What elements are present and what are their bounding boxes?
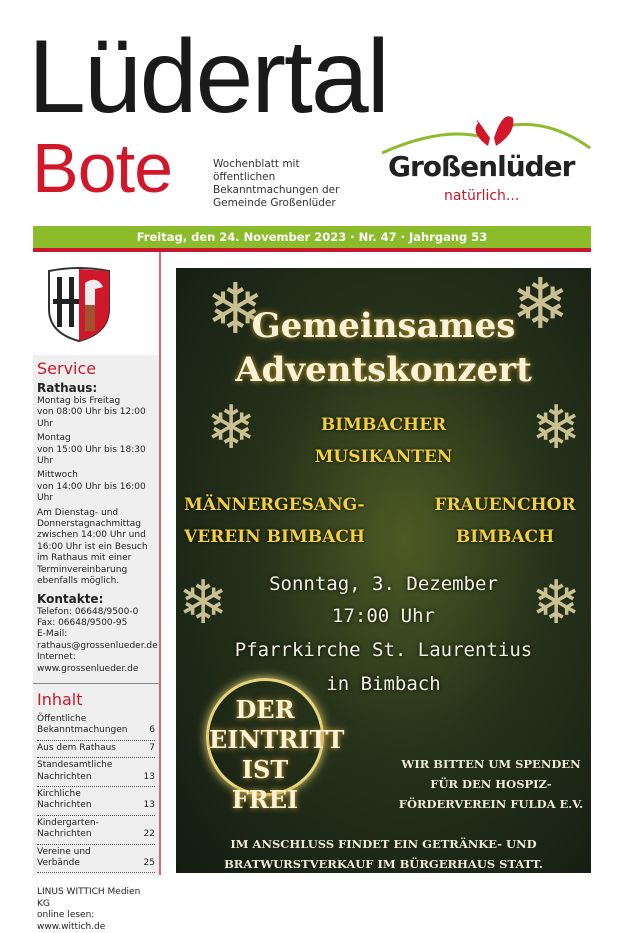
event-date: Sonntag, 3. Dezember (269, 573, 498, 595)
toc-page: 6 (149, 725, 155, 736)
municipality-logo-slogan: natürlich... (444, 188, 520, 204)
performer: BIMBACHER (320, 415, 447, 435)
donation-text: WIR BITTEN UM SPENDEN (401, 757, 581, 771)
publisher: LINUS WITTICH Medien KG (37, 887, 141, 909)
tagline: Wochenblatt mit öffentlichen Bekanntmachungen der Gemeinde Großenlüder (213, 158, 340, 209)
toc-page: 7 (149, 742, 155, 753)
contacts-heading: Kontakte: (37, 591, 104, 606)
fax: Fax: 06648/9500-95 (37, 617, 128, 628)
poster-footer: BRATWURSTVERKAUF IM BÜRGERHAUS STATT. (224, 857, 543, 871)
performer: FRAUENCHOR (434, 495, 576, 515)
free-entry-text: DER (235, 695, 295, 724)
website-link[interactable]: www.grossenlueder.de (37, 663, 139, 674)
toc-label: Standesamtliche Nachrichten (37, 760, 113, 782)
masthead-title: Lüdertal (28, 19, 388, 135)
performer: VEREIN BIMBACH (184, 527, 365, 547)
event-venue: Pfarrkirche St. Laurentius (234, 639, 533, 661)
issue-bar: Freitag, den 24. November 2023 · Nr. 47 · Jahrgang 53 (33, 226, 591, 248)
poster-title: Gemeinsames (251, 306, 516, 346)
snowflake-icon: ❄ (178, 568, 229, 638)
divider (33, 248, 591, 252)
hours-line: Montag bis Freitag (37, 396, 121, 406)
phone: Telefon: 06648/9500-0 (37, 606, 139, 617)
event-time: 17:00 Uhr (332, 605, 435, 627)
toc-item[interactable] (37, 758, 155, 787)
rathaus-heading: Rathaus: (37, 381, 98, 395)
toc-item[interactable] (37, 741, 155, 758)
masthead-subtitle: Bote (32, 129, 172, 207)
toc-item[interactable] (37, 787, 155, 816)
coat-of-arms-icon (45, 265, 113, 343)
toc-item[interactable] (37, 845, 155, 874)
internet-label: Internet: (37, 652, 76, 663)
toc-label: Kirchliche Nachrichten (37, 788, 92, 811)
hours-line: von 08:00 Uhr bis 12:00 Uhr (37, 407, 146, 429)
toc-page: 13 (143, 800, 155, 811)
concert-poster (176, 268, 591, 873)
municipality-logo-name: Großenlüder (388, 150, 575, 183)
snowflake-icon: ❄ (511, 268, 570, 345)
snowflake-icon: ❄ (531, 393, 582, 463)
online-link[interactable]: online lesen: www.wittich.de (37, 910, 106, 932)
divider (159, 252, 161, 875)
appointment-note: Am Dienstag- und Donnerstagnachmittag zwischen 14:00 Uhr und 16:00 Uhr ist ein Besuch im Rathaus mit einer Terminvereinbarung ebenfalls möglich. (37, 507, 148, 587)
toc-label: Vereine und Verbände (37, 846, 91, 868)
performer: BIMBACH (455, 527, 555, 547)
poster-title: Adventskonzert (235, 350, 532, 390)
email-label: E-Mail: (37, 629, 68, 640)
toc-label: Aus dem Rathaus (37, 742, 117, 753)
hours-line: von 14:00 Uhr bis 16:00 Uhr (37, 481, 146, 504)
donation-text: FÜR DEN HOSPIZ- (430, 777, 552, 791)
performer: MÄNNERGESANG- (184, 495, 365, 515)
toc-page: 22 (143, 829, 155, 840)
hours-line: Mittwoch (37, 470, 78, 481)
email-link[interactable]: rathaus@grossenlueder.de (37, 640, 158, 651)
hours-line: Montag (37, 433, 71, 444)
snowflake-icon: ❄ (206, 268, 265, 350)
toc-page: 13 (143, 771, 155, 782)
toc-page: 25 (143, 858, 155, 868)
snowflake-icon: ❄ (531, 568, 582, 638)
snowflake-icon: ❄ (206, 393, 257, 463)
toc-label: Öffentliche Bekanntmachungen (37, 713, 128, 736)
performer: MUSIKANTEN (314, 447, 453, 467)
free-entry-text: IST FREI (231, 755, 299, 814)
poster-footer: IM ANSCHLUSS FINDET EIN GETRÄNKE- UND (230, 837, 537, 851)
service-heading: Service (37, 359, 97, 378)
hours-line: von 15:00 Uhr bis 18:30 Uhr (37, 444, 146, 467)
toc-item[interactable] (37, 712, 155, 741)
free-entry-badge (206, 678, 345, 814)
sidebar (33, 355, 159, 932)
inhalt-heading: Inhalt (37, 689, 83, 709)
event-venue: in Bimbach (326, 673, 441, 695)
toc-label: Kindergarten-Nachrichten (37, 817, 99, 840)
free-entry-text: EINTRITT (209, 725, 345, 754)
toc-item[interactable] (37, 816, 155, 845)
donation-text: FÖRDERVEREIN FULDA E.V. (398, 797, 584, 811)
